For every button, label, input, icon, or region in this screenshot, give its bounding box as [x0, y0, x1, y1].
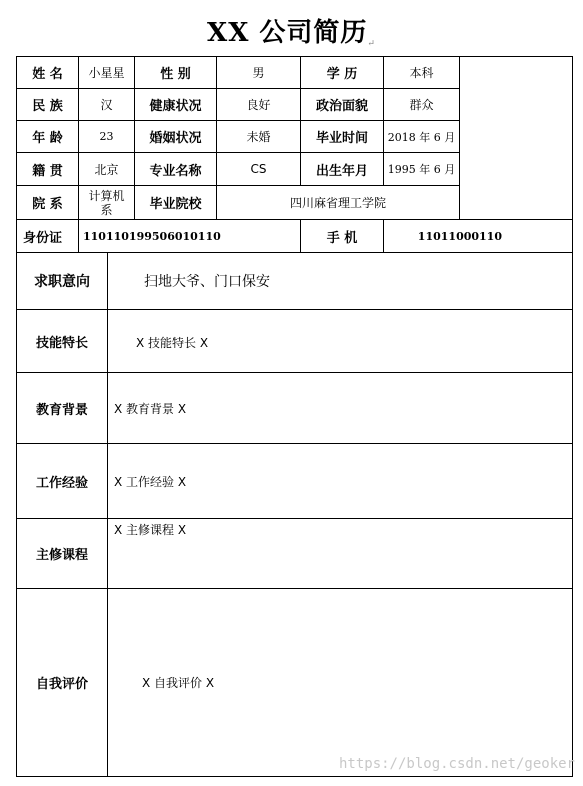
marital-label: 婚姻状况: [135, 121, 217, 153]
paragraph-mark-icon: ↵: [367, 39, 376, 49]
objective-value[interactable]: 扫地大爷、门口保安: [108, 253, 573, 310]
school-label: 毕业院校: [135, 186, 217, 220]
experience-label: 工作经验: [17, 444, 108, 519]
health-label: 健康状况: [135, 89, 217, 121]
skills-value[interactable]: X 技能特长 X: [108, 310, 573, 373]
origin-value[interactable]: 北京: [79, 153, 135, 186]
major-label: 专业名称: [135, 153, 217, 186]
grad-time-value[interactable]: 2018 年 6 月: [384, 121, 460, 153]
school-value[interactable]: 四川麻省理工学院: [217, 186, 460, 220]
watermark: https://blog.csdn.net/geoker: [338, 756, 575, 772]
skills-label: 技能特长: [17, 310, 108, 373]
grad-time-label: 毕业时间: [301, 121, 384, 153]
document-title: [0, 12, 583, 49]
age-label: 年 龄: [17, 121, 79, 153]
name-value[interactable]: 小星星: [79, 57, 135, 89]
phone-label: 手 机: [301, 220, 384, 253]
id-label: 身份证: [17, 220, 79, 253]
major-value[interactable]: CS: [217, 153, 301, 186]
birth-value[interactable]: 1995 年 6 月: [384, 153, 460, 186]
courses-label: 主修课程: [17, 519, 108, 589]
gender-label: 性 别: [135, 57, 217, 89]
phone-value[interactable]: 11011000110: [384, 220, 573, 253]
self-eval-label: 自我评价: [17, 589, 108, 777]
photo-box[interactable]: [460, 57, 573, 220]
dept-label: 院 系: [17, 186, 79, 220]
health-value[interactable]: 良好: [217, 89, 301, 121]
courses-value[interactable]: X 主修课程 X: [108, 519, 573, 589]
self-eval-value[interactable]: X 自我评价 X: [108, 589, 573, 777]
nation-value[interactable]: 汉: [79, 89, 135, 121]
name-label: 姓 名: [17, 57, 79, 89]
education-label: 教育背景: [17, 373, 108, 444]
birth-label: 出生年月: [301, 153, 384, 186]
politics-value[interactable]: 群众: [384, 89, 460, 121]
gender-value[interactable]: 男: [217, 57, 301, 89]
origin-label: 籍 贯: [17, 153, 79, 186]
title-text: XX 公司简历: [207, 18, 368, 48]
objective-label: 求职意向: [17, 253, 108, 310]
age-value[interactable]: 23: [79, 121, 135, 153]
info-table: [16, 56, 573, 253]
id-value[interactable]: 110110199506010110: [79, 220, 301, 253]
nation-label: 民 族: [17, 89, 79, 121]
experience-value[interactable]: X 工作经验 X: [108, 444, 573, 519]
politics-label: 政治面貌: [301, 89, 384, 121]
education-level-value[interactable]: 本科: [384, 57, 460, 89]
education-value[interactable]: X 教育背景 X: [108, 373, 573, 444]
marital-value[interactable]: 未婚: [217, 121, 301, 153]
education-level-label: 学 历: [301, 57, 384, 89]
dept-value[interactable]: 计算机系: [79, 186, 135, 220]
sections-table: [16, 252, 573, 777]
